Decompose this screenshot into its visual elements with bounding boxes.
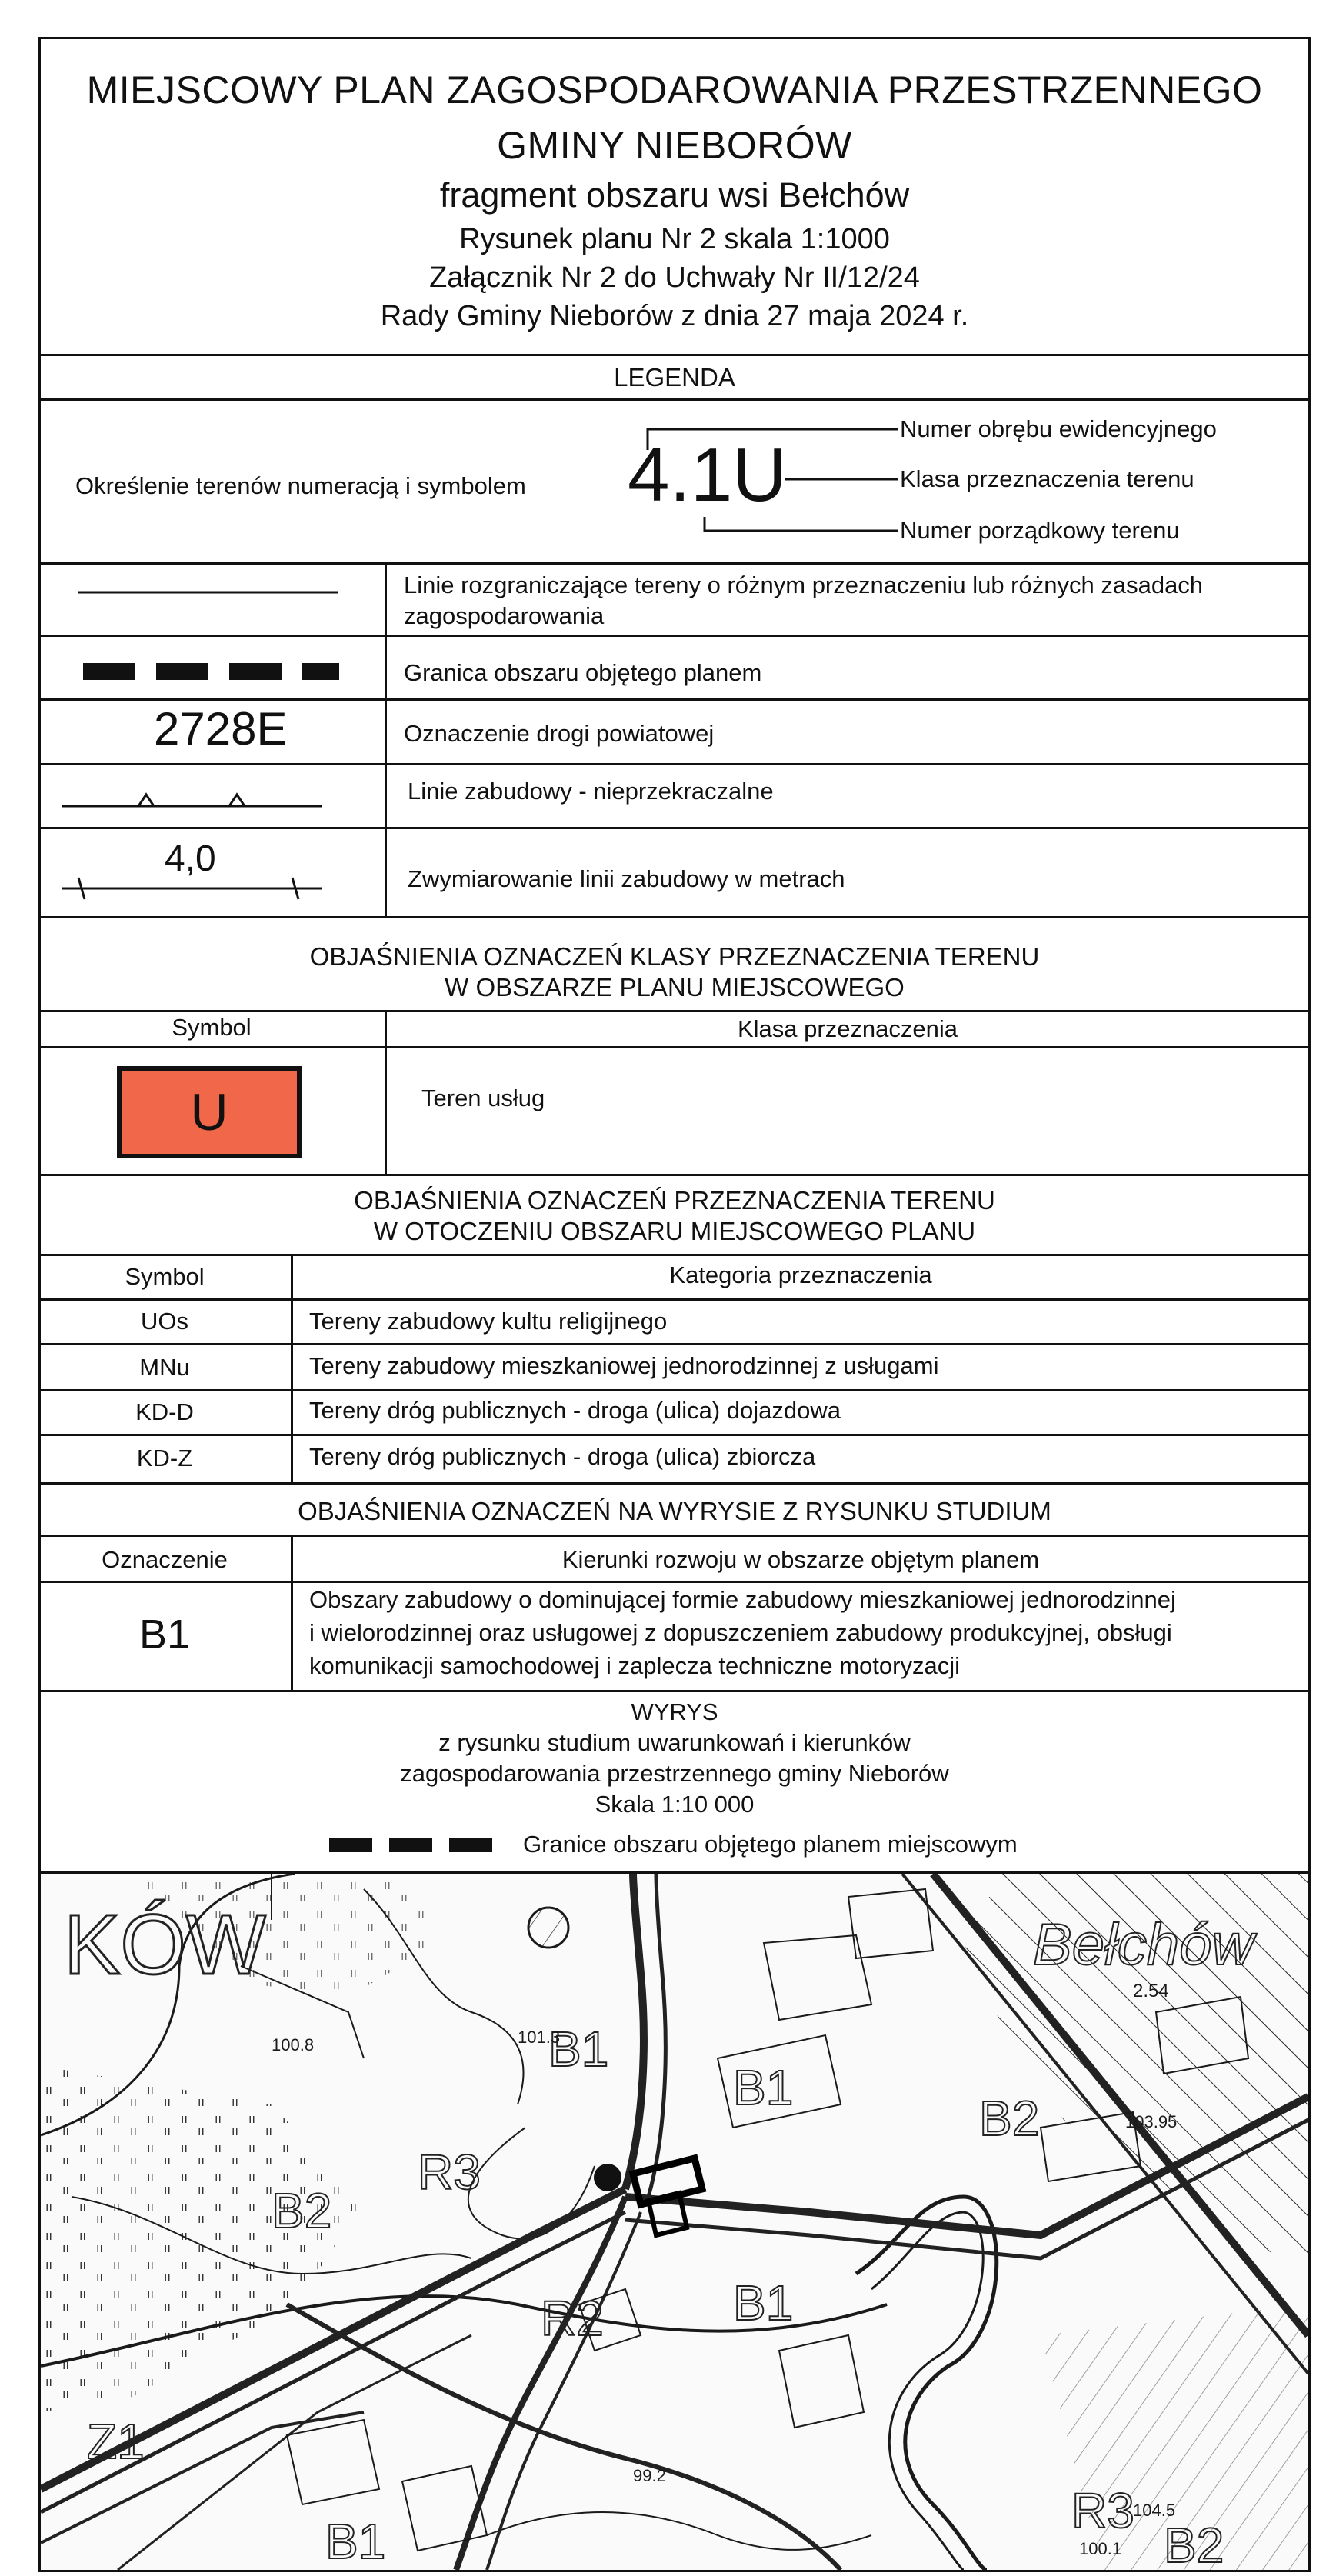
plan-attachment: Załącznik Nr 2 do Uchwały Nr II/12/24 <box>429 262 920 294</box>
divider <box>38 635 1311 637</box>
map-zone-label: B2 <box>979 2091 1040 2146</box>
map-height-label: 99.2 <box>633 2466 666 2485</box>
divider <box>38 398 1311 401</box>
plan-drawing-number: Rysunek planu Nr 2 skala 1:1000 <box>459 223 890 255</box>
divider <box>38 1343 1311 1345</box>
surround-section-title2: W OTOCZENIU OBSZARU MIEJSCOWEGO PLANU <box>373 1217 976 1245</box>
legend-row-road-text: Oznaczenie drogi powiatowej <box>404 720 715 747</box>
study-col-direction: Kierunki rozwoju w obszarze objętym planem <box>561 1546 1040 1573</box>
divider <box>38 1010 1311 1012</box>
boundary-line-symbol <box>77 585 338 600</box>
divider <box>38 916 1311 918</box>
surround-section-title1: OBJAŚNIENIA OZNACZEŃ PRZEZNACZENIA TERENU <box>354 1186 995 1215</box>
legend-row-boundary-text: Granica obszaru objętego planem <box>404 659 762 686</box>
map-height-label: 100.1 <box>1079 2539 1122 2558</box>
divider <box>38 1690 1311 1692</box>
map-zone-label: B1 <box>733 2060 794 2115</box>
dimension-value: 4,0 <box>165 838 216 879</box>
dimension-line-symbol <box>62 873 338 904</box>
map-zone-label: B1 <box>325 2514 386 2569</box>
study-desc-line2: i wielorodzinnej oraz usługowej z dopuszczeniem zabudowy produkcyjnej, obsługi <box>309 1619 1172 1646</box>
surround-desc: Tereny zabudowy mieszkaniowej jednorodzinnej z usługami <box>309 1352 939 1379</box>
surround-col-category: Kategoria przeznaczenia <box>669 1261 932 1288</box>
study-code: B1 <box>138 1611 191 1658</box>
map-height-label: 100.8 <box>272 2035 315 2054</box>
class-description: Teren usług <box>421 1085 545 1111</box>
surround-col-symbol: Symbol <box>125 1263 205 1290</box>
study-desc-line3: komunikacji samochodowej i zaplecza techniczne motoryzacji <box>309 1652 960 1679</box>
divider <box>38 1298 1311 1301</box>
surround-symbol: KD-Z <box>136 1445 193 1471</box>
map-zone-label: B1 <box>733 2275 794 2331</box>
map-height-label: 2.54 <box>1133 1981 1169 2001</box>
map-zone-label: R3 <box>1071 2483 1134 2538</box>
surround-desc: Tereny dróg publicznych - droga (ulica) dojazdowa <box>309 1397 841 1424</box>
map-zone-label: R2 <box>541 2291 604 2346</box>
plan-resolution-date: Rady Gminy Nieborów z dnia 27 maja 2024 r. <box>380 300 969 332</box>
wyrys-title: WYRYS <box>631 1698 718 1725</box>
class-col-class: Klasa przeznaczenia <box>737 1015 958 1042</box>
plan-title-line1: MIEJSCOWY PLAN ZAGOSPODAROWANIA PRZESTRZENNEGO <box>86 68 1263 112</box>
map-height-label: 104.5 <box>1133 2501 1176 2520</box>
legend-title: LEGENDA <box>614 363 735 392</box>
map-zone-label: B2 <box>1164 2518 1224 2573</box>
surround-desc: Tereny zabudowy kultu religijnego <box>309 1308 668 1335</box>
divider <box>38 763 1311 765</box>
class-col-symbol: Symbol <box>172 1014 252 1041</box>
study-map-extract <box>41 1874 1308 2573</box>
study-desc-line1: Obszary zabudowy o dominującej formie zabudowy mieszkaniowej jednorodzinnej <box>309 1586 1176 1613</box>
divider <box>38 562 1311 565</box>
map-zone-label: B2 <box>272 2183 332 2238</box>
study-section-title: OBJAŚNIENIA OZNACZEŃ NA WYRYSIE Z RYSUNKU STUDIUM <box>298 1497 1051 1525</box>
building-line-symbol <box>62 788 338 811</box>
surround-desc: Tereny dróg publicznych - droga (ulica) zbiorcza <box>309 1443 816 1470</box>
map-height-label: 101.3 <box>518 2028 561 2047</box>
surround-symbol: UOs <box>141 1308 188 1335</box>
divider <box>38 1581 1311 1583</box>
county-road-code: 2728E <box>154 703 288 755</box>
legend-row-building-line-text: Linie zabudowy - nieprzekraczalne <box>408 778 774 805</box>
divider <box>38 1046 1311 1048</box>
legend-row-lines-text2: zagospodarowania <box>404 602 605 629</box>
service-area-symbol: U <box>117 1066 302 1158</box>
wyrys-line1: z rysunku studium uwarunkowań i kierunków <box>438 1729 911 1756</box>
map-place-name: Bełchów <box>1033 1912 1254 1978</box>
divider <box>38 1434 1311 1436</box>
plan-title-fragment: fragment obszaru wsi Bełchów <box>439 175 910 215</box>
surround-symbol: MNu <box>139 1354 190 1381</box>
divider <box>38 1482 1311 1485</box>
divider <box>38 354 1311 356</box>
sample-designation-code: 4.1U <box>628 432 788 517</box>
designation-label: Określenie terenów numeracją i symbolem <box>75 472 526 499</box>
callout-klasa: Klasa przeznaczenia terenu <box>900 465 1194 492</box>
study-col-code: Oznaczenie <box>102 1546 228 1573</box>
divider <box>38 698 1311 701</box>
divider <box>38 1535 1311 1537</box>
divider <box>38 1389 1311 1391</box>
divider <box>38 1174 1311 1176</box>
map-height-label: 103.95 <box>1125 2112 1178 2131</box>
divider <box>38 827 1311 829</box>
wyrys-line2: zagospodarowania przestrzennego gminy Nieborów <box>400 1760 949 1787</box>
map-zone-label: Z1 <box>87 2414 145 2469</box>
legend-row-dimension-text: Zwymiarowanie linii zabudowy w metrach <box>408 865 845 892</box>
plan-boundary-dash-symbol <box>83 661 345 685</box>
plan-title-line2: GMINY NIEBORÓW <box>497 124 852 167</box>
callout-porzadkowy: Numer porządkowy terenu <box>900 517 1180 544</box>
class-section-title2: W OBSZARZE PLANU MIEJSCOWEGO <box>445 973 905 1001</box>
surround-symbol: KD-D <box>135 1398 194 1425</box>
map-zone-label: R3 <box>418 2144 481 2200</box>
divider <box>38 1254 1311 1256</box>
wyrys-boundary-dash-symbol <box>329 1837 498 1855</box>
svg-text:KÓW: KÓW <box>64 1898 266 1992</box>
map-zone-label: B1 <box>548 2021 609 2077</box>
callout-obreb: Numer obrębu ewidencyjnego <box>900 415 1217 442</box>
wyrys-boundary-label: Granice obszaru objętego planem miejscowym <box>523 1831 1018 1858</box>
legend-column-divider <box>385 562 387 916</box>
wyrys-scale: Skala 1:10 000 <box>595 1791 755 1818</box>
class-section-title1: OBJAŚNIENIA OZNACZEŃ KLASY PRZEZNACZENIA TERENU <box>309 942 1040 971</box>
legend-row-lines-text: Linie rozgraniczające tereny o różnym przeznaczeniu lub różnych zasadach <box>404 572 1204 598</box>
